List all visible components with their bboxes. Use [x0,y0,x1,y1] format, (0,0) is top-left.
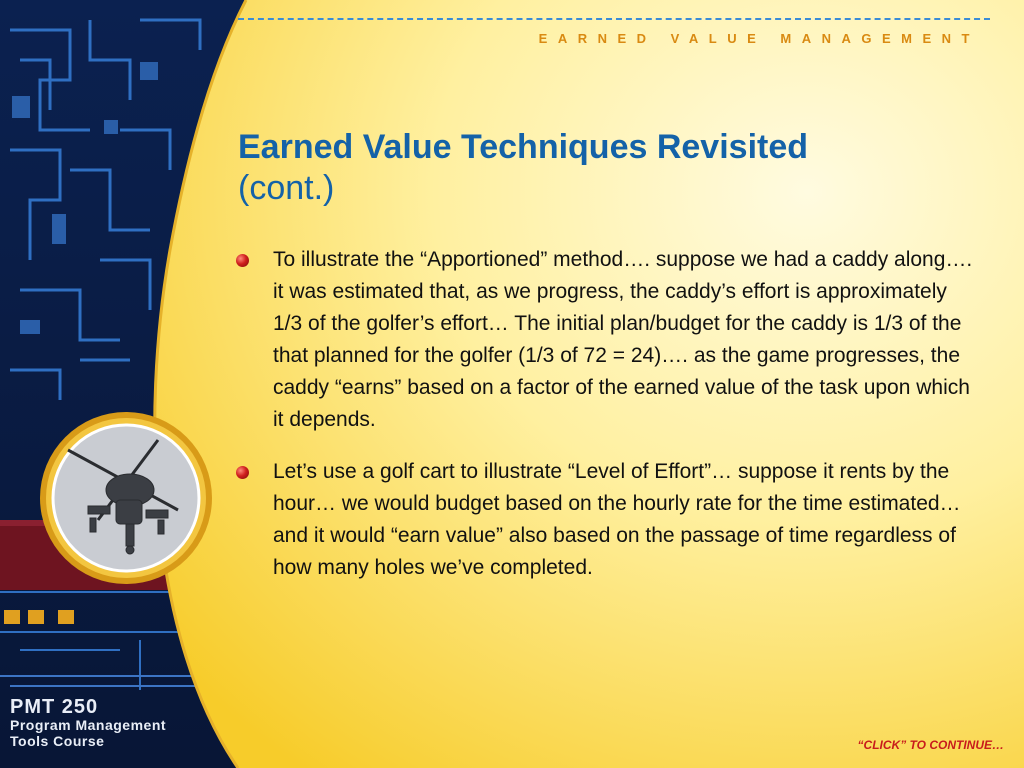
course-name-line1: Program Management [10,717,167,733]
course-name-line2: Tools Course [10,733,105,749]
slide-title-main: Earned Value Techniques Revisited [238,128,809,166]
bullet-item [236,456,976,584]
course-code: PMT 250 [10,696,99,718]
slide-title [238,126,958,208]
click-to-continue-link[interactable]: “CLICK” TO CONTINUE… [857,738,1004,752]
course-label [10,697,166,749]
header-divider [238,18,990,20]
helicopter-photo-icon [38,410,214,586]
red-sphere-bullet-icon [236,466,249,479]
bullet-text: To illustrate the “Apportioned” method…. suppose we had a caddy along…. it was estimated that, as we progress, the caddy’s effort is approximately 1/3 of the golfer’s effort… The initial plan/budget for the caddy is 1/3 of the that planned for the golfer (1/3 of 72 = 24)…. as the game progresses, the caddy “earns” based on a factor of the earned value of the task upon which it depends. [273,248,973,431]
bullet-text: Let’s use a golf cart to illustrate “Level of Effort”… suppose it rents by the hour… we would budget based on the hourly rate for the time estimated… and it would “earn value” also based on the passage of time regardless of how many holes we’ve completed. [273,460,961,579]
red-sphere-bullet-icon [236,254,249,267]
bullet-list [236,244,976,604]
section-header: EARNED VALUE MANAGEMENT [538,31,980,46]
bullet-item [236,244,976,436]
slide-title-sub: (cont.) [238,169,335,207]
